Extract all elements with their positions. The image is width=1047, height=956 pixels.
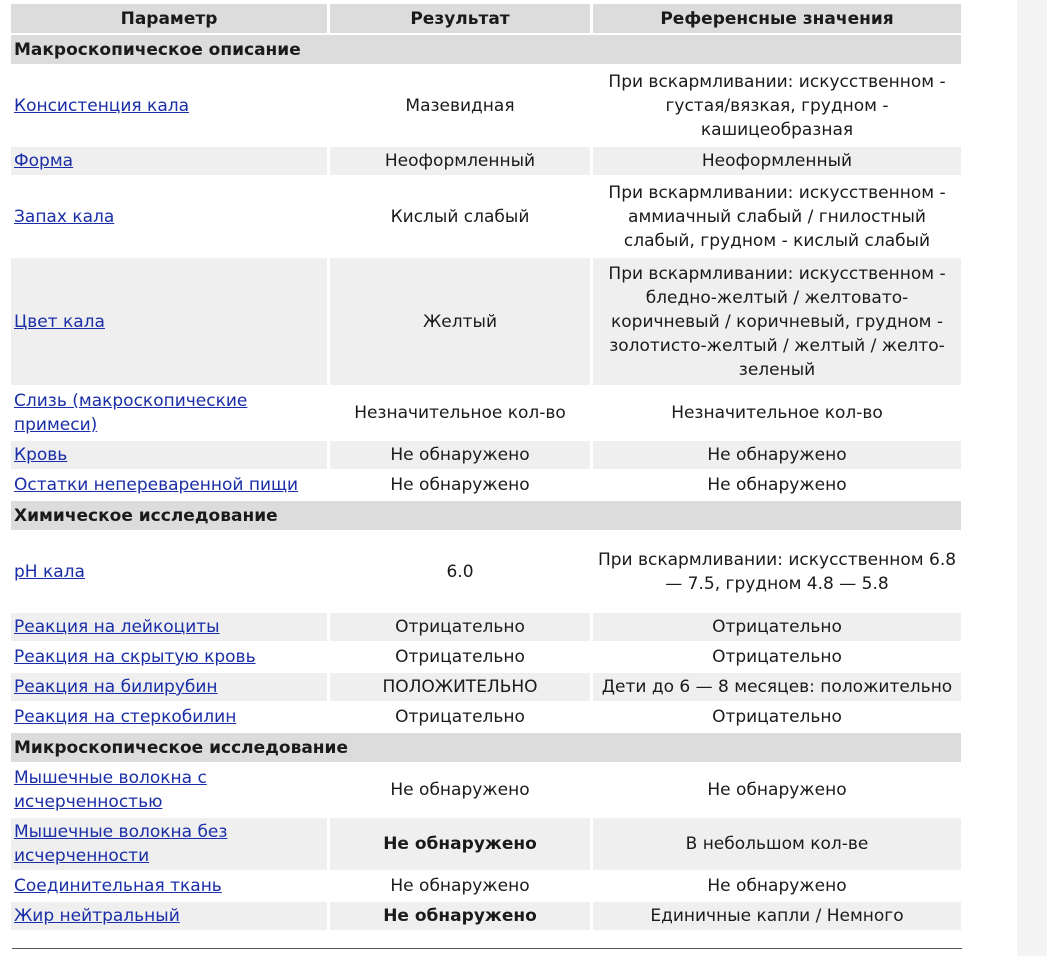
- result-value: Не обнаружено: [330, 441, 590, 469]
- param-link[interactable]: Кровь: [14, 445, 68, 465]
- result-value: Незначительное кол-во: [354, 403, 566, 423]
- reference-value: Отрицательно: [593, 613, 961, 641]
- header-param: Параметр: [11, 4, 327, 33]
- param-link[interactable]: Реакция на стеркобилин: [14, 707, 237, 727]
- table-row: [11, 66, 961, 145]
- table-row: [11, 532, 961, 611]
- reference-value: Неоформленный: [593, 147, 961, 175]
- table-row: [11, 441, 961, 469]
- reference-value: При вскармливании: искусственном 6.8 — 7.5, грудном 4.8 — 5.8: [597, 549, 957, 594]
- table-row: [11, 147, 961, 175]
- result-value: Отрицательно: [330, 613, 590, 641]
- result-value: Не обнаружено: [390, 876, 530, 896]
- table-row: [11, 703, 961, 731]
- param-link[interactable]: Форма: [14, 151, 74, 171]
- result-value: Неоформленный: [330, 147, 590, 175]
- header-reference: Референсные значения: [593, 4, 961, 33]
- reference-value: Не обнаружено: [707, 475, 847, 495]
- table-row: [11, 471, 961, 499]
- param-link[interactable]: Консистенция кала: [14, 95, 190, 116]
- result-value: 6.0: [446, 561, 474, 582]
- result-value: Отрицательно: [395, 647, 525, 667]
- table-row: [11, 258, 961, 385]
- table-row: [11, 177, 961, 256]
- reference-value: При вскармливании: искусственном - бледно-желтый / желтовато-коричневый / коричневый, грудном - золотисто-желтый / желтый / желто-зеленый: [593, 258, 961, 385]
- param-link[interactable]: Жир нейтральный: [14, 906, 180, 926]
- section-title: Макроскопическое описание: [11, 35, 961, 64]
- table-row: [11, 643, 961, 671]
- param-link[interactable]: Реакция на лейкоциты: [14, 617, 220, 637]
- reference-value: Отрицательно: [712, 647, 842, 667]
- param-link[interactable]: Слизь (макроскопические примеси): [14, 391, 248, 435]
- result-value: Не обнаружено: [390, 475, 530, 495]
- results-table: [8, 2, 964, 932]
- result-value: Не обнаружено: [390, 780, 530, 800]
- reference-value: Не обнаружено: [593, 441, 961, 469]
- table-row: [11, 673, 961, 701]
- param-link[interactable]: Реакция на билирубин: [14, 677, 218, 697]
- param-link[interactable]: Цвет кала: [14, 311, 105, 332]
- result-value: Отрицательно: [395, 707, 525, 727]
- result-value: Мазевидная: [405, 95, 515, 116]
- page-edge: [1017, 0, 1047, 956]
- param-link[interactable]: Остатки непереваренной пищи: [14, 475, 299, 495]
- reference-value: Не обнаружено: [707, 780, 847, 800]
- param-link[interactable]: pH кала: [14, 561, 85, 582]
- result-value: Кислый слабый: [390, 206, 530, 227]
- reference-value: При вскармливании: искусственном - аммиачный слабый / гнилостный слабый, грудном - кислый слабый: [608, 182, 946, 251]
- section-macro: [11, 35, 961, 64]
- param-link[interactable]: Реакция на скрытую кровь: [14, 647, 256, 667]
- result-value: Не обнаружено: [330, 818, 590, 870]
- result-value: ПОЛОЖИТЕЛЬНО: [330, 673, 590, 701]
- table-row: [11, 613, 961, 641]
- table-row: [11, 818, 961, 870]
- result-value: Не обнаружено: [330, 902, 590, 930]
- section-title: Химическое исследование: [11, 501, 961, 530]
- param-link[interactable]: Запах кала: [14, 206, 115, 227]
- table-row: [11, 387, 961, 439]
- reference-value: В небольшом кол-ве: [593, 818, 961, 870]
- section-micro: [11, 733, 961, 762]
- divider: [12, 948, 962, 949]
- result-value: Желтый: [330, 258, 590, 385]
- table-row: [11, 872, 961, 900]
- section-chem: [11, 501, 961, 530]
- reference-value: При вскармливании: искусственном - густая/вязкая, грудном - кашицеобразная: [608, 71, 946, 140]
- header-row: [11, 4, 961, 33]
- header-result: Результат: [330, 4, 590, 33]
- table-row: [11, 902, 961, 930]
- reference-value: Единичные капли / Немного: [593, 902, 961, 930]
- section-title: Микроскопическое исследование: [11, 733, 961, 762]
- reference-value: Отрицательно: [712, 707, 842, 727]
- param-link[interactable]: Соединительная ткань: [14, 876, 222, 896]
- reference-value: Незначительное кол-во: [671, 403, 883, 423]
- reference-value: Дети до 6 — 8 месяцев: положительно: [593, 673, 961, 701]
- table-row: [11, 764, 961, 816]
- param-link[interactable]: Мышечные волокна без исчерченности: [14, 822, 228, 866]
- param-link[interactable]: Мышечные волокна с исчерченностью: [14, 768, 207, 812]
- reference-value: Не обнаружено: [707, 876, 847, 896]
